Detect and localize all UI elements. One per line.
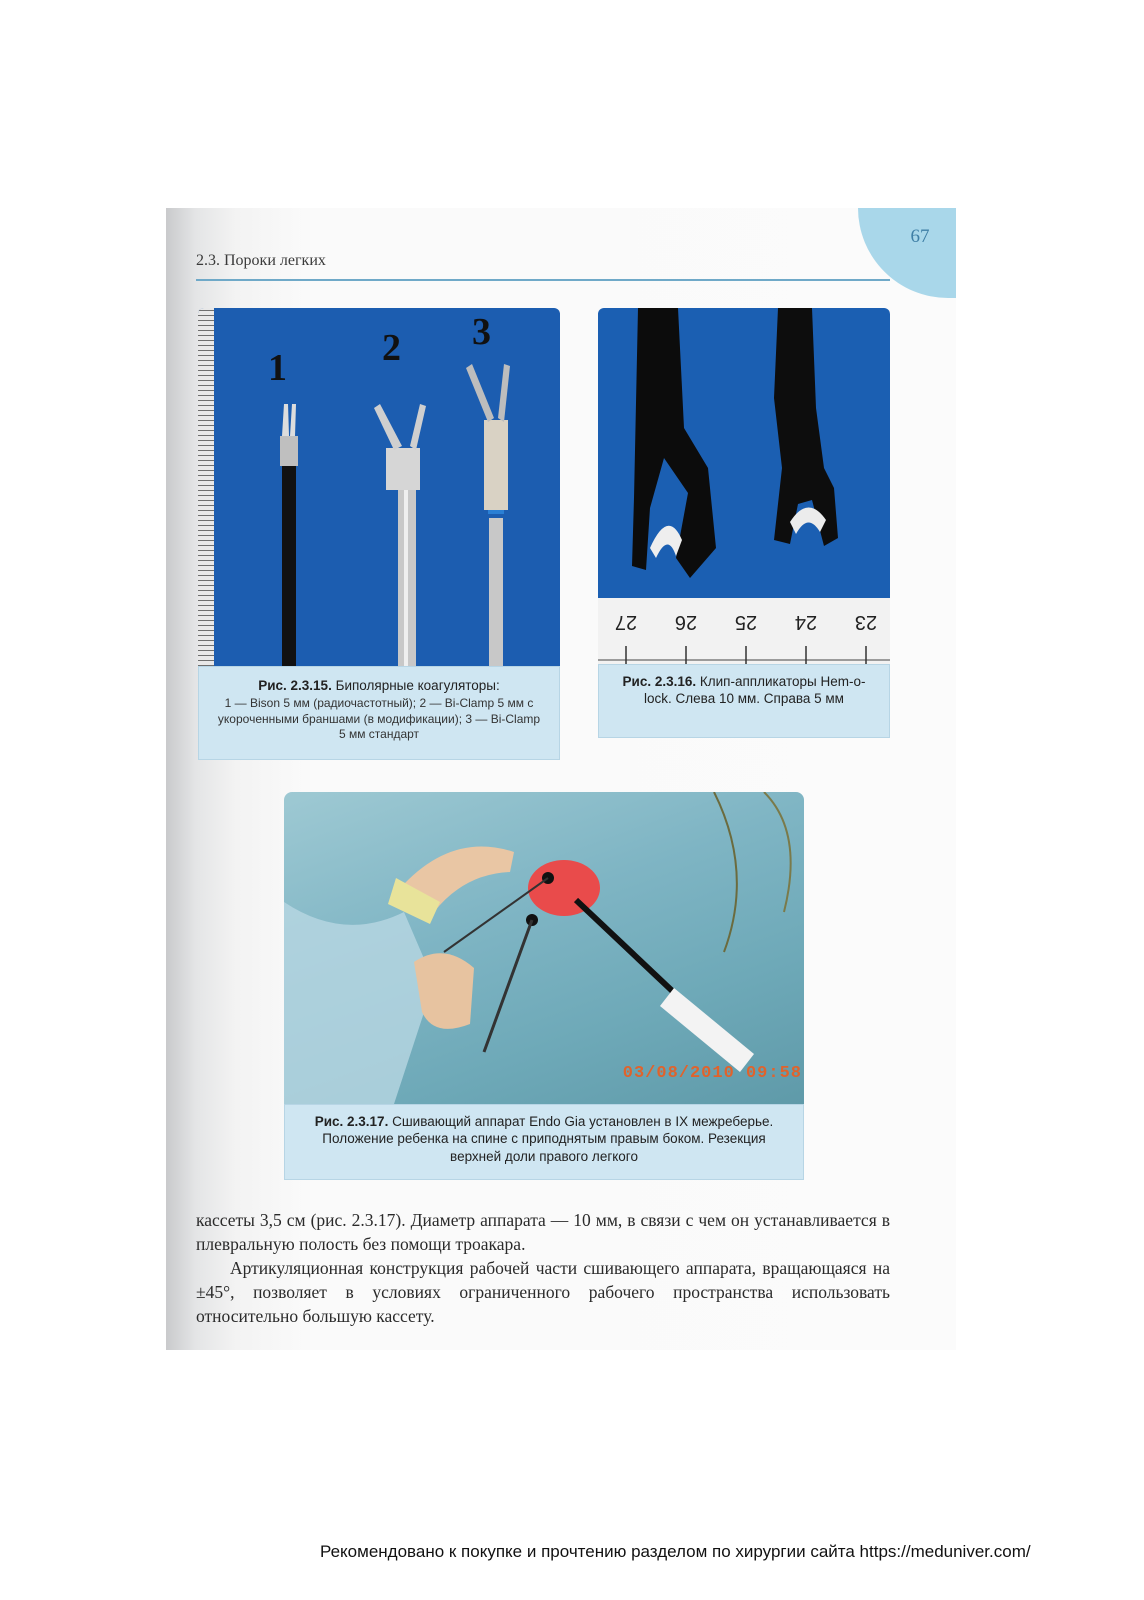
stapler-handle <box>660 988 754 1072</box>
photo-timestamp: 03/08/2010 09:58 <box>622 1064 802 1083</box>
ruler-number-27: 27 <box>614 611 638 633</box>
instrument-1-shaft <box>282 458 296 666</box>
figure-2-3-16-caption <box>598 664 890 738</box>
body-paragraph-1: кассеты 3,5 см (рис. 2.3.17). Диаметр аппарата — 10 мм, в связи с чем он устанавливается в плевральную полость без помощи троакара. <box>196 1210 890 1254</box>
caption-heading <box>213 677 545 694</box>
surgeon-sleeve <box>284 902 434 1104</box>
instrument-1-tip <box>280 436 298 466</box>
header-rule <box>196 279 890 281</box>
caption-title: Клип-аппликаторы Hem-o-lock. Слева 10 мм. Справа 5 мм <box>644 674 866 707</box>
instrument-label-2: 2 <box>382 327 401 369</box>
instrument-3-head <box>484 420 508 510</box>
ruler-number-25: 25 <box>734 611 758 633</box>
instrument-label-1: 1 <box>268 347 287 389</box>
surgery-scene-illustration <box>284 792 804 1104</box>
caption-heading <box>301 1113 787 1165</box>
caption-number: Рис. 2.3.17. <box>314 1114 389 1129</box>
surgeon-hand-bottom <box>414 953 474 1029</box>
operative-site <box>528 860 600 916</box>
caption-title: Биполярные коагуляторы: <box>331 678 500 693</box>
ruler-number-23: 23 <box>854 611 878 633</box>
body-paragraph-2: Артикуляционная конструкция рабочей части сшивающего аппарата, вращающаяся на ±45°, позволяет в условиях ограниченного рабочего пространства использовать относительно большую кассету. <box>196 1258 890 1326</box>
stapler-shaft <box>576 900 684 1002</box>
body-text <box>196 1208 890 1328</box>
figure-2-3-15-photo <box>198 308 560 666</box>
instruments-illustration <box>198 308 560 666</box>
figure-2-3-16-photo <box>598 308 890 664</box>
figure-2-3-15-caption <box>198 666 560 760</box>
instrument-3-shaft <box>489 518 503 666</box>
caption-title: Сшивающий аппарат Endo Gia установлен в IX межреберье. Положение ребенка на спине с приподнятым правым боком. Резекция верхней доли правого легкого <box>322 1114 774 1164</box>
instrument-label-3: 3 <box>472 311 491 353</box>
caption-number: Рис. 2.3.16. <box>622 674 697 689</box>
caption-details: 1 — Bison 5 мм (радиочастотный); 2 — Bi-Clamp 5 мм с укороченными браншами (в модификации); 3 — Bi-Clamp 5 мм стандарт <box>217 696 541 741</box>
figure-2-3-17-caption <box>284 1104 804 1180</box>
caption-heading <box>611 673 877 708</box>
ruler-number-24: 24 <box>794 611 818 633</box>
clip-applicators-illustration <box>598 308 890 664</box>
running-head: 2.3. Пороки легких <box>196 252 326 269</box>
caption-number: Рис. 2.3.15. <box>258 678 332 693</box>
footer-recommendation: Рекомендовано к покупке и прочтению разделом по хирургии сайта https://meduniver.com/ <box>320 1542 1031 1561</box>
figure-2-3-17-photo <box>284 792 804 1104</box>
instrument-2-head <box>386 448 420 490</box>
ruler-number-26: 26 <box>674 611 698 633</box>
page-number: 67 <box>910 226 930 247</box>
